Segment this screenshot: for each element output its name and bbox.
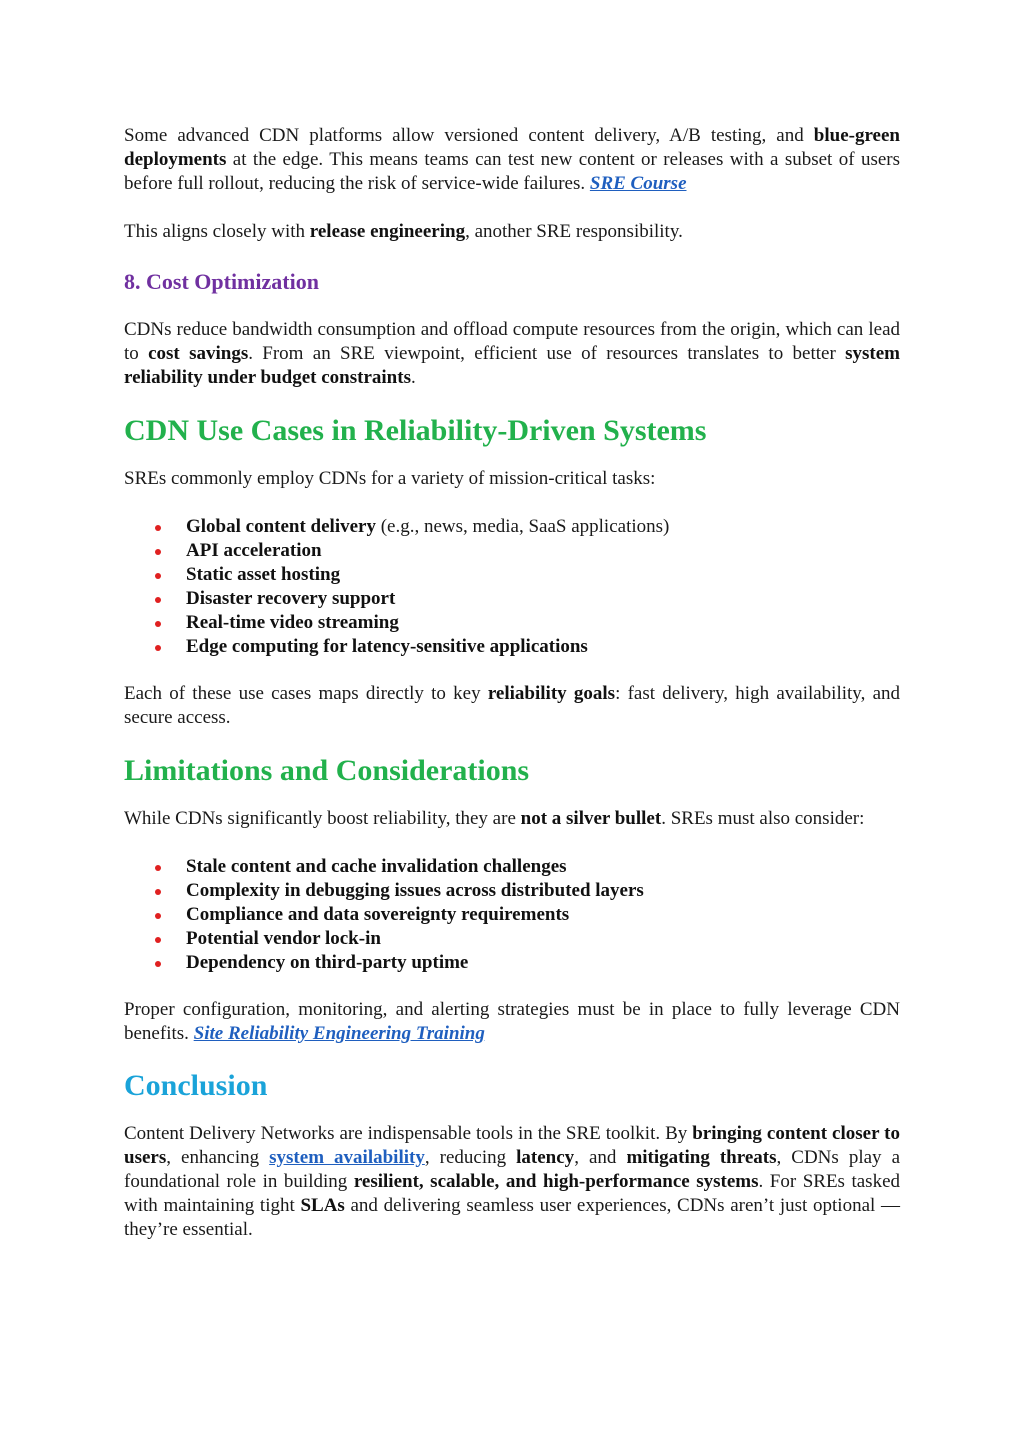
list-item: Compliance and data sovereignty requirements [124,903,900,927]
bullet-icon [155,549,161,555]
bullet-icon [155,913,161,919]
paragraph-configuration: Proper configuration, monitoring, and alerting strategies must be in place to fully leverage CDN benefits. Site Reliability Engineering Training [124,999,900,1044]
heading-conclusion: Conclusion [124,1069,268,1102]
list-item: Potential vendor lock-in [124,927,900,951]
bullet-icon [155,573,161,579]
bullet-icon [155,937,161,943]
paragraph-cost-savings: CDNs reduce bandwidth consumption and offload compute resources from the origin, which can lead to cost savings. From an SRE viewpoint, efficient use of resources translates to better system reliability under budget constraints. [124,319,900,388]
list-item: API acceleration [124,539,900,563]
document-page [124,122,900,1242]
list-item: Complexity in debugging issues across distributed layers [124,879,900,903]
list-item: Disaster recovery support [124,587,900,611]
list-item: Real-time video streaming [124,611,900,635]
bullet-icon [155,621,161,627]
list-item: Dependency on third-party uptime [124,951,900,975]
list-item: Global content delivery (e.g., news, media, SaaS applications) [124,515,900,539]
paragraph-use-cases-intro: SREs commonly employ CDNs for a variety of mission-critical tasks: [124,468,656,489]
bullet-icon [155,865,161,871]
paragraph-release-engineering: This aligns closely with release engineering, another SRE responsibility. [124,221,683,242]
heading-use-cases: CDN Use Cases in Reliability-Driven Systems [124,414,707,447]
bullet-icon [155,645,161,651]
heading-limitations: Limitations and Considerations [124,754,530,787]
bullet-icon [155,597,161,603]
heading-cost-optimization: 8. Cost Optimization [124,269,319,294]
sre-training-link[interactable]: Site Reliability Engineering Training [193,1023,485,1044]
use-cases-list [124,515,900,659]
list-item: Stale content and cache invalidation challenges [124,855,900,879]
limitations-list [124,855,900,975]
bullet-icon [155,525,161,531]
sre-course-link[interactable]: SRE Course [589,173,687,194]
bullet-icon [155,961,161,967]
paragraph-versioned-delivery: Some advanced CDN platforms allow versioned content delivery, A/B testing, and blue-green deployments at the edge. This means teams can test new content or releases with a subset of users before full rollout, reducing the risk of service-wide failures. SRE Course [124,125,900,194]
list-item: Edge computing for latency-sensitive applications [124,635,900,659]
list-item: Static asset hosting [124,563,900,587]
paragraph-conclusion: Content Delivery Networks are indispensable tools in the SRE toolkit. By bringing content closer to users, enhancing system availability, reducing latency, and mitigating threats, CDNs play a foundational role in building resilient, scalable, and high-performance systems. For SREs tasked with maintaining tight SLAs and delivering seamless user experiences, CDNs aren’t just optional — they’re essential. [124,1123,901,1240]
paragraph-reliability-goals: Each of these use cases maps directly to key reliability goals: fast delivery, high availability, and secure access. [124,683,900,728]
bullet-icon [155,889,161,895]
system-availability-link[interactable]: system availability [269,1147,425,1168]
paragraph-limitations-intro: While CDNs significantly boost reliability, they are not a silver bullet. SREs must also consider: [124,808,865,829]
